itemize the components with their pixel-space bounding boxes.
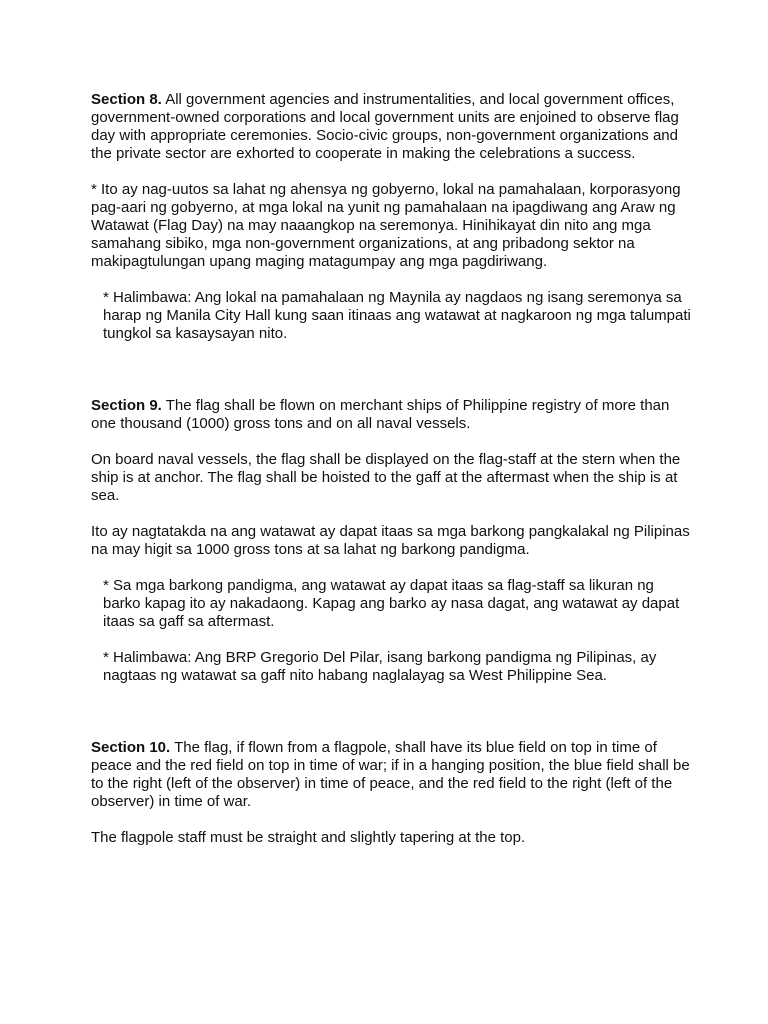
section-8-example: * Halimbawa: Ang lokal na pamahalaan ng Maynila ay nagdaos ng isang seremonya sa harap ng Manila City Hall kung saan itinaas ang watawat at nagkaroon ng mga talumpati tungkol sa kasaysayan nito.: [103, 289, 691, 342]
section-10-flagpole-paragraph: The flagpole staff must be straight and slightly tapering at the top.: [91, 829, 526, 846]
section-10-heading: Section 10.: [91, 739, 171, 756]
section-8-note: * Ito ay nag-uutos sa lahat ng ahensya ng gobyerno, lokal na pamahalaan, korporasyong pag-aari ng gobyerno, at mga lokal na yunit ng pamahalaan na ipagdiwang ang Araw ng Watawat (Flag Day) na may naaangkop na seremonya. Hinihikayat din nito ang mga samahang sibiko, mga non-government organizations, at ang pribadong sektor na makipagtulungan upang maging matagumpay ang mga pagdiriwang.: [91, 181, 681, 270]
section-9-text: The flag shall be flown on merchant ships of Philippine registry of more than one thousand (1000) gross tons and on all naval vessels.: [91, 397, 670, 432]
section-8-text: All government agencies and instrumentalities, and local government offices, government-owned corporations and local government units are enjoined to observe flag day with appropriate ceremonies. Socio-civic groups, non-government organizations and the private sector are exhorted to cooperate in making the celebrations a success.: [91, 91, 679, 162]
document-page: [91, 91, 691, 865]
section-8-heading: Section 8.: [91, 91, 162, 108]
section-9-paragraph: [91, 397, 691, 433]
section-8-paragraph: [91, 91, 691, 163]
section-spacer: [91, 703, 691, 739]
section-10-paragraph: [91, 739, 691, 811]
section-9-heading: Section 9.: [91, 397, 162, 414]
section-spacer: [91, 361, 691, 397]
section-9-note: * Sa mga barkong pandigma, ang watawat ay dapat itaas sa flag-staff sa likuran ng barko kapag ito ay nakadaong. Kapag ang barko ay nasa dagat, ang watawat ay dapat itaas sa gaff sa aftermast.: [103, 577, 680, 630]
section-9-naval-paragraph: On board naval vessels, the flag shall be displayed on the flag-staff at the stern when the ship is at anchor. The flag shall be hoisted to the gaff at the aftermast when the ship is at sea.: [91, 451, 681, 504]
section-10-text: The flag, if flown from a flagpole, shall have its blue field on top in time of peace and the red field on top in time of war; if in a hanging position, the blue field shall be to the right (left of the observer) in time of peace, and the red field to the right (left of the observer) in time of war.: [91, 739, 690, 810]
section-9-translation: Ito ay nagtatakda na ang watawat ay dapat itaas sa mga barkong pangkalakal ng Pilipinas na may higit sa 1000 gross tons at sa lahat ng barkong pandigma.: [91, 523, 690, 558]
section-9-example: * Halimbawa: Ang BRP Gregorio Del Pilar, isang barkong pandigma ng Pilipinas, ay nagtaas ng watawat sa gaff nito habang naglalayag sa West Philippine Sea.: [103, 649, 657, 684]
